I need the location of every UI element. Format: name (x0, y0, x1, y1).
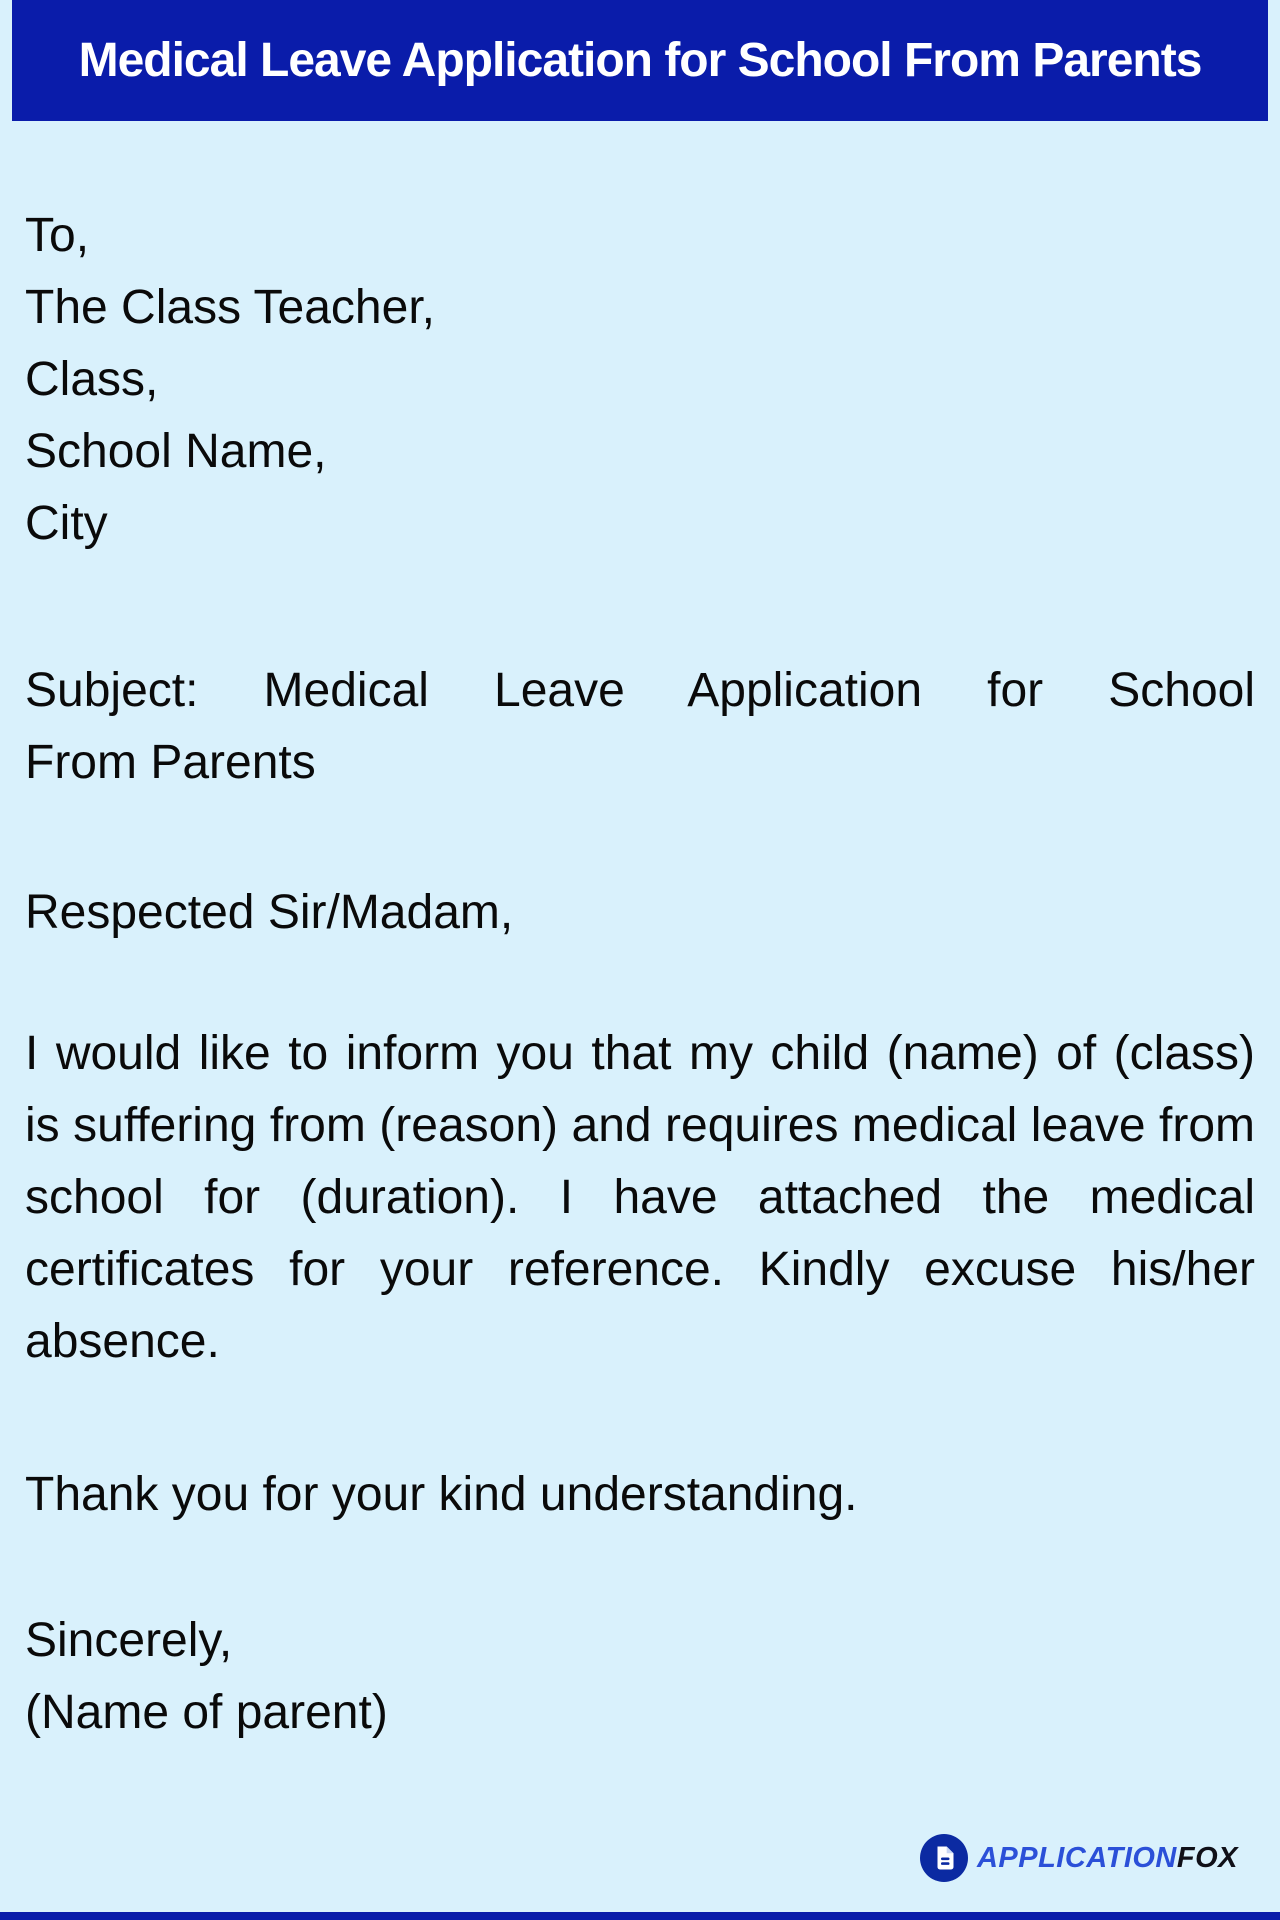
applicationfox-logo (920, 1833, 1238, 1883)
header-bar (12, 0, 1268, 121)
salutation: Respected Sir/Madam, (25, 886, 514, 939)
address-line-city: City (25, 497, 108, 550)
footer-bar (0, 1912, 1280, 1920)
address-block (25, 200, 1255, 560)
signoff-sincerely: Sincerely, (25, 1614, 233, 1667)
address-line-school: School Name, (25, 425, 327, 478)
subject-line-1: Subject: Medical Leave Application for School (25, 664, 1255, 717)
document-icon (920, 1834, 968, 1882)
page-title: Medical Leave Application for School From Parents (78, 34, 1202, 87)
address-line-teacher: The Class Teacher, (25, 281, 435, 334)
subject-block (25, 655, 1255, 799)
address-line-class: Class, (25, 353, 159, 406)
signoff-block (25, 1605, 1255, 1749)
closing-thanks: Thank you for your kind understanding. (25, 1468, 858, 1521)
address-line-to: To, (25, 209, 90, 262)
letter-body-paragraph: I would like to inform you that my child (name) of (class) is suffering from (reason) and requires medical leave from school for (duration). I have attached the medical certificates for your reference. Kindly excuse his/her absence. (25, 1027, 1255, 1368)
subject-line-2: From Parents (25, 736, 316, 789)
signature-placeholder: (Name of parent) (25, 1686, 388, 1739)
brand-wordmark-application: APPLICATION (976, 1841, 1177, 1874)
brand-wordmark (977, 1842, 1238, 1875)
brand-wordmark-fox: FOX (1176, 1841, 1238, 1874)
